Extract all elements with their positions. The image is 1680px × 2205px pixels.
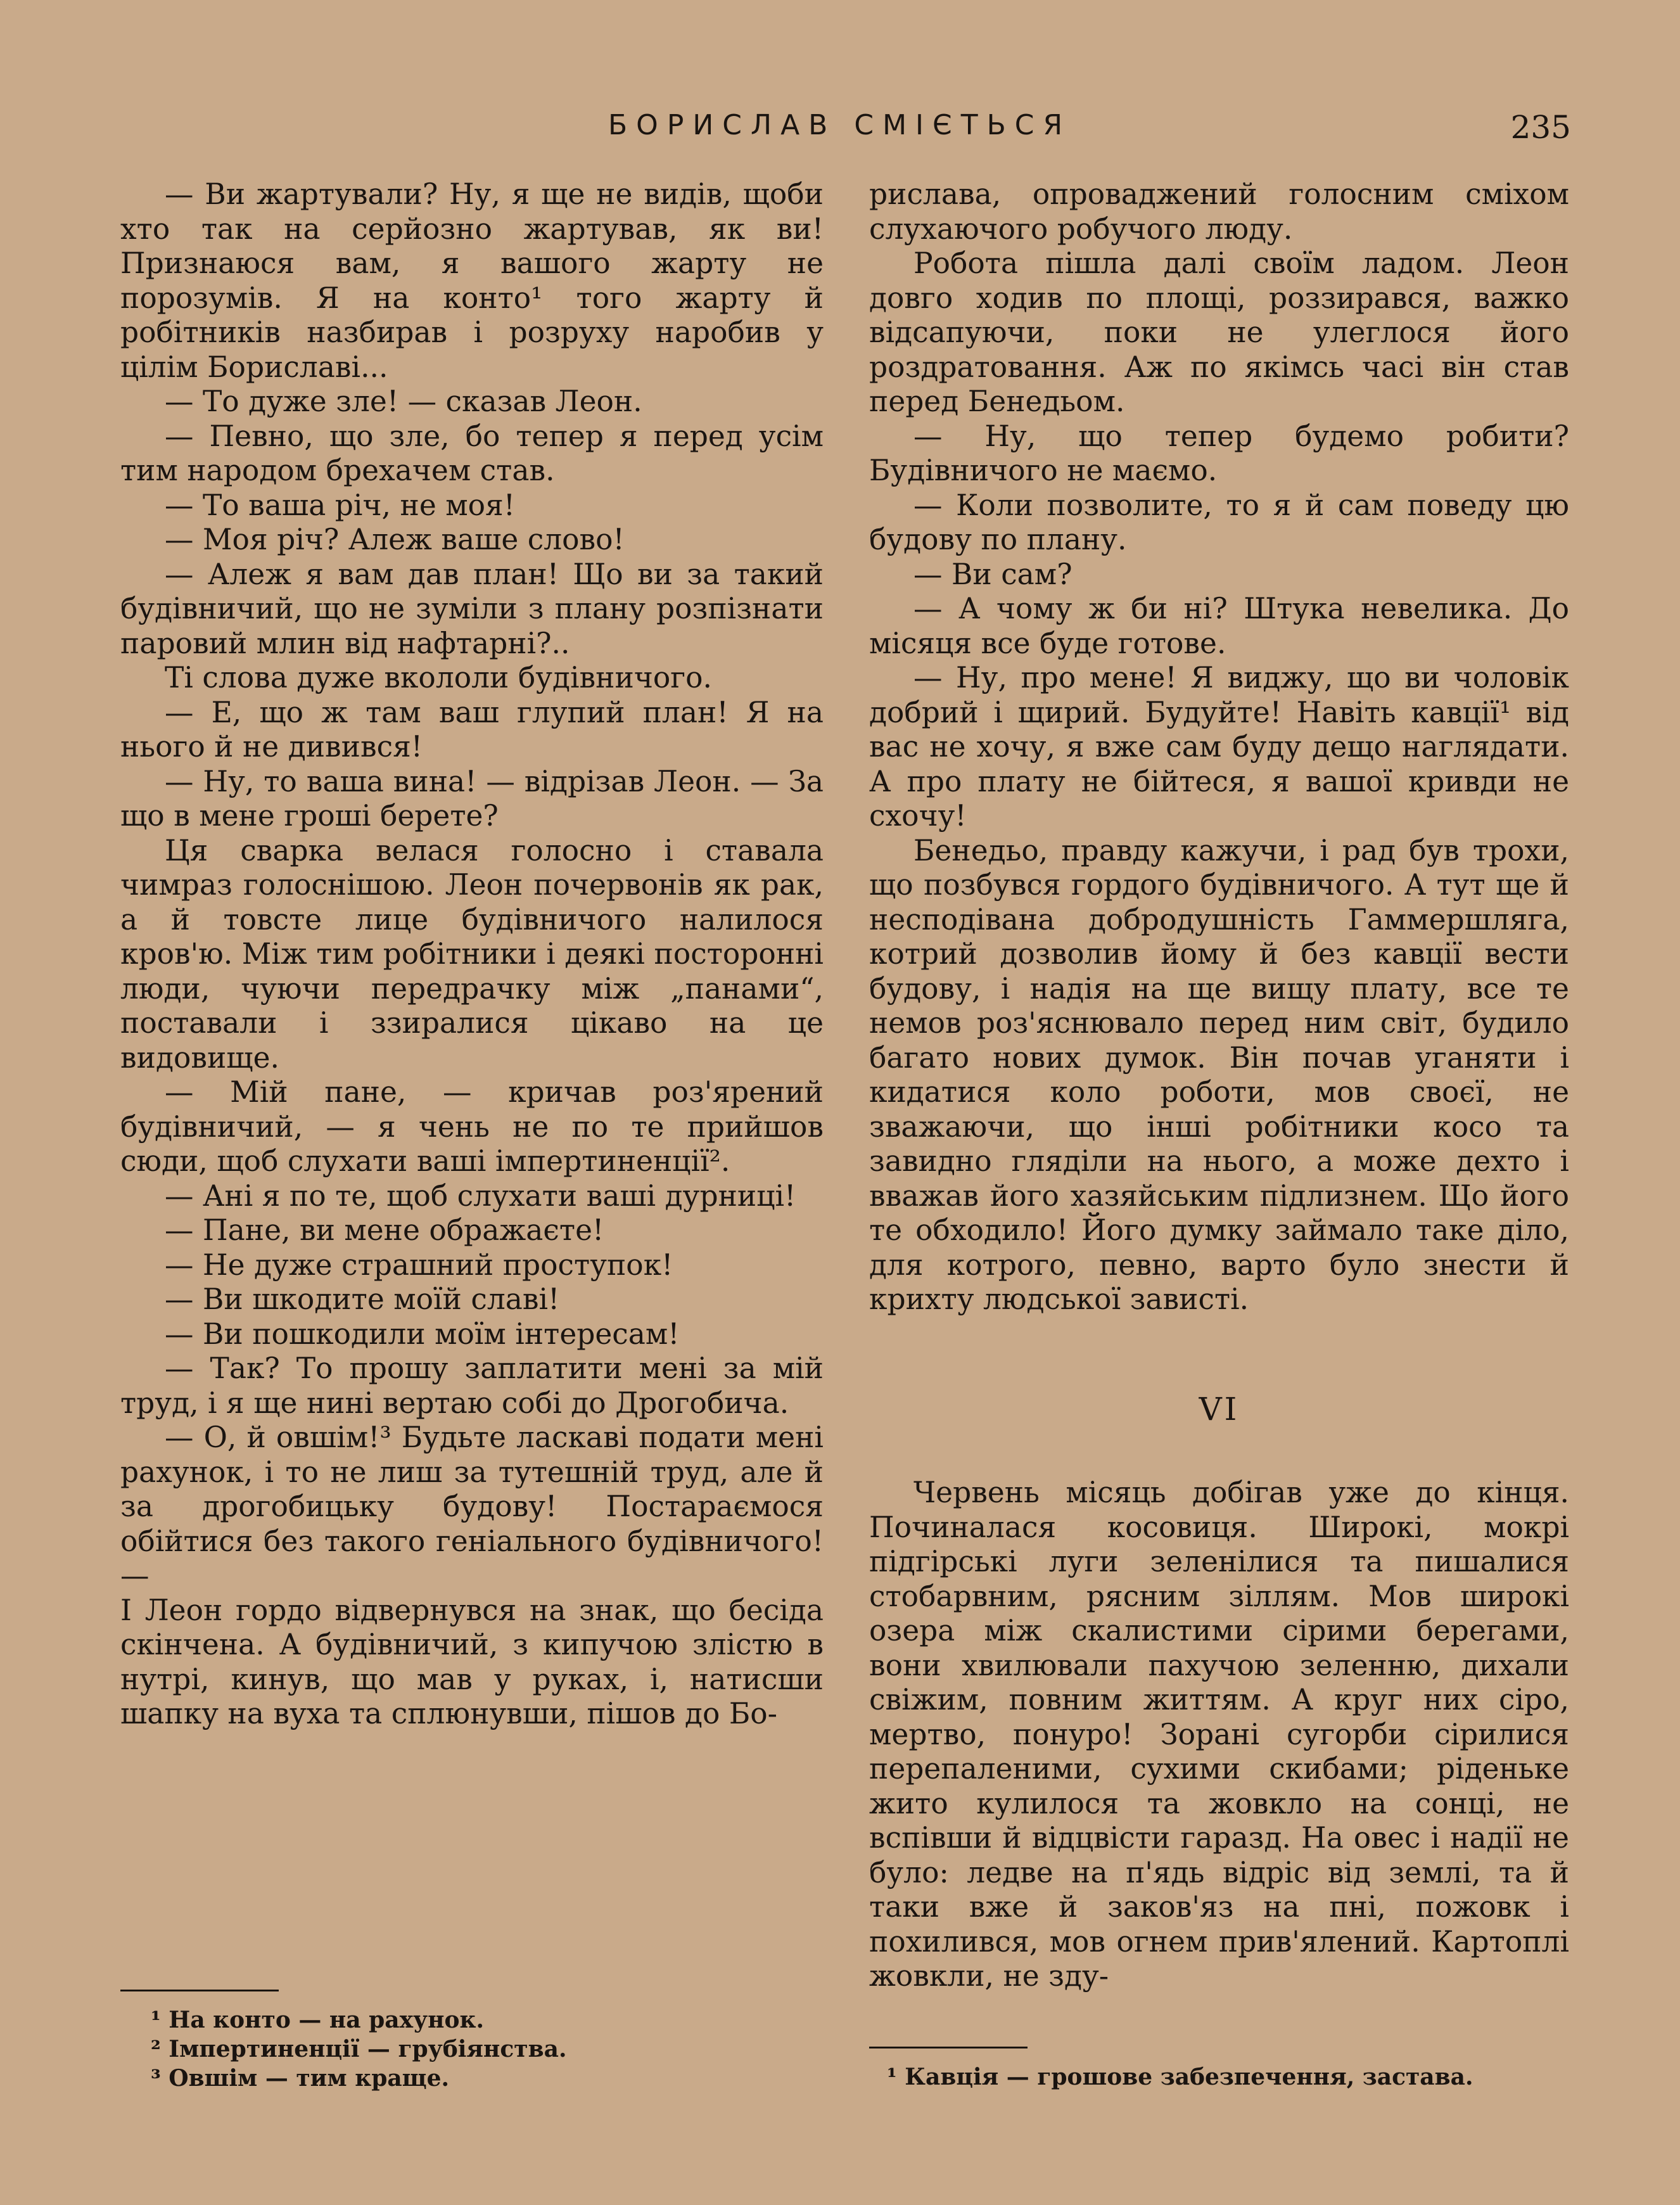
- paragraph: — О, й овшім!³ Будьте ласкаві подати мені рахунок, і то не лиш за тутешній труд, але й за дрогобицьку будову! Постараємося обійтися без такого геніального будівничого! —: [120, 1421, 824, 1592]
- right-column: [869, 177, 1569, 1994]
- paragraph: Червень місяць добігав уже до кінця. Починалася косовиця. Широкі, мокрі підгірські луги зеленілися та пишалися стобарвним, рясним зіллям. Мов широкі озера між скалистими сірими берегами, вони хвилювали пахучою зеленню, дихали свіжим, повним життям. А круг них сіро, мертво, понуро! Зорані сугорби сірилися перепаленими, сухими скибами; ріденьке жито кулилося та жовкло на сонці, не вспівши й відцвісти гаразд. На овес і надії не було: ледве на п'ядь відріс від землі, та й таки вже й заков'яз на пні, пожовк і похилився, мов огнем прив'ялений. Картоплі жовкли, не зду-: [869, 1476, 1569, 1993]
- left-footnotes: [120, 1990, 824, 2093]
- section-heading: VI: [1199, 1390, 1240, 1428]
- paragraph: — Моя річ? Алеж ваше слово!: [165, 523, 625, 556]
- footnote: ¹ Кавція — грошове забезпечення, застава.: [887, 2064, 1473, 2090]
- paragraph: — То дуже зле! — сказав Леон.: [165, 385, 642, 418]
- paragraph: — Ви сам?: [913, 557, 1072, 591]
- paragraph: — Ну, про мене! Я виджу, що ви чоловік добрий і щирий. Будуйте! Навіть кавції¹ від вас не хочу, я вже сам буду дещо наглядати. А про плату не бійтеся, я вашої кривди не схочу!: [869, 661, 1569, 833]
- right-column-text-before: [869, 177, 1569, 1317]
- paragraph: Робота пішла далі своїм ладом. Леон довго ходив по площі, роззирався, важко відсапуючи, поки не улеглося його роздратовання. Аж по якімсь часі він став перед Бенедьом.: [869, 246, 1569, 418]
- paragraph: — Коли позволите, то я й сам поведу цю будову по плану.: [869, 488, 1569, 556]
- paragraph: — Так? То прошу заплатити мені за мій труд, і я ще нині вертаю собі до Дрогобича.: [120, 1352, 824, 1420]
- paragraph: І Леон гордо відвернувся на знак, що бесіда скінчена. А будівничий, з кипучою злістю в нутрі, кинув, що мав у руках, і, натисши шапку на вуха та сплюнувши, пішов до Бо-: [120, 1593, 824, 1730]
- paragraph: рислава, опроваджений голосним сміхом слухаючого робучого люду.: [869, 177, 1569, 246]
- right-column-text-after: [869, 1476, 1569, 1994]
- right-footnotes: [869, 2047, 1569, 2092]
- paragraph: — А чому ж би ні? Штука невелика. До місяця все буде готове.: [869, 592, 1569, 660]
- paragraph: — Ви шкодите моїй славі!: [165, 1282, 560, 1316]
- paragraph: — То ваша річ, не моя!: [165, 488, 515, 522]
- paragraph: Ті слова дуже вкололи будівничого.: [165, 661, 712, 694]
- paragraph: — Е, що ж там ваш глупий план! Я на нього й не дивився!: [120, 695, 824, 764]
- paragraph: — Ви жартували? Ну, я ще не видів, щоби хто так на серйозно жартував, як ви! Признаюся вам, я вашого жарту не порозумів. Я на конто¹ того жарту й робітників назбирав і розруху наробив у цілім Бориславі...: [120, 177, 824, 384]
- paragraph: — Пане, ви мене ображаєте!: [165, 1213, 604, 1247]
- paragraph: — Не дуже страшний проступок!: [165, 1248, 673, 1282]
- footnote-rule: [869, 2047, 1028, 2048]
- paragraph: — Певно, що зле, бо тепер я перед усім тим народом брехачем став.: [120, 419, 824, 487]
- footnote: ³ Овшім — тим краще.: [151, 2065, 450, 2092]
- footnote: ¹ На конто — на рахунок.: [151, 2007, 485, 2033]
- paragraph: — Алеж я вам дав план! Що ви за такий будівничий, що не зуміли з плану розпізнати паровий млин від нафтарні?..: [120, 557, 824, 660]
- page-header: [120, 109, 1571, 153]
- paragraph: — Ну, що тепер будемо робити? Будівничого не маємо.: [869, 419, 1569, 487]
- paragraph: — Мій пане, — кричав роз'ярений будівничий, — я чень не по те прийшов сюди, щоб слухати ваші імпертиненції².: [120, 1075, 824, 1178]
- running-title: БОРИСЛАВ СМІЄТЬСЯ: [608, 109, 1072, 141]
- left-column: [120, 177, 824, 1732]
- paragraph: Ця сварка велася голосно і ставала чимраз голоснішою. Леон почервонів як рак, а й товсте лице будівничого налилося кров'ю. Між тим робітники і деякі посторонні люди, чуючи передрачку між „панами“, поставали і ззиралися цікаво на це видовище.: [120, 833, 824, 1075]
- footnote-rule: [120, 1990, 279, 1991]
- paragraph: Бенедьо, правду кажучи, і рад був трохи, що позбувся гордого будівничого. А тут ще й несподівана добродушність Гаммершляга, котрий дозволив йому й без кавції вести будову, і надія на ще вищу плату, все те немов роз'яснювало перед ним світ, будило багато нових думок. Він почав уганяти і кидатися коло роботи, мов своєї, не зважаючи, що інші робітники косо та завидно гляділи на нього, а може дехто і вважав його хазяйським підлизнем. Що його те обходило! Його думку займало таке діло, для котрого, певно, варто було знести й крихту людської зависті.: [869, 833, 1569, 1316]
- page-number: 235: [1510, 109, 1571, 146]
- paragraph: — Ну, то ваша вина! — відрізав Леон. — За що в мене гроші берете?: [120, 764, 824, 833]
- paragraph: — Ані я по те, щоб слухати ваші дурниці!: [165, 1179, 796, 1213]
- paragraph: — Ви пошкодили моїм інтересам!: [165, 1317, 680, 1351]
- footnote: ² Імпертиненції — грубіянства.: [151, 2036, 567, 2062]
